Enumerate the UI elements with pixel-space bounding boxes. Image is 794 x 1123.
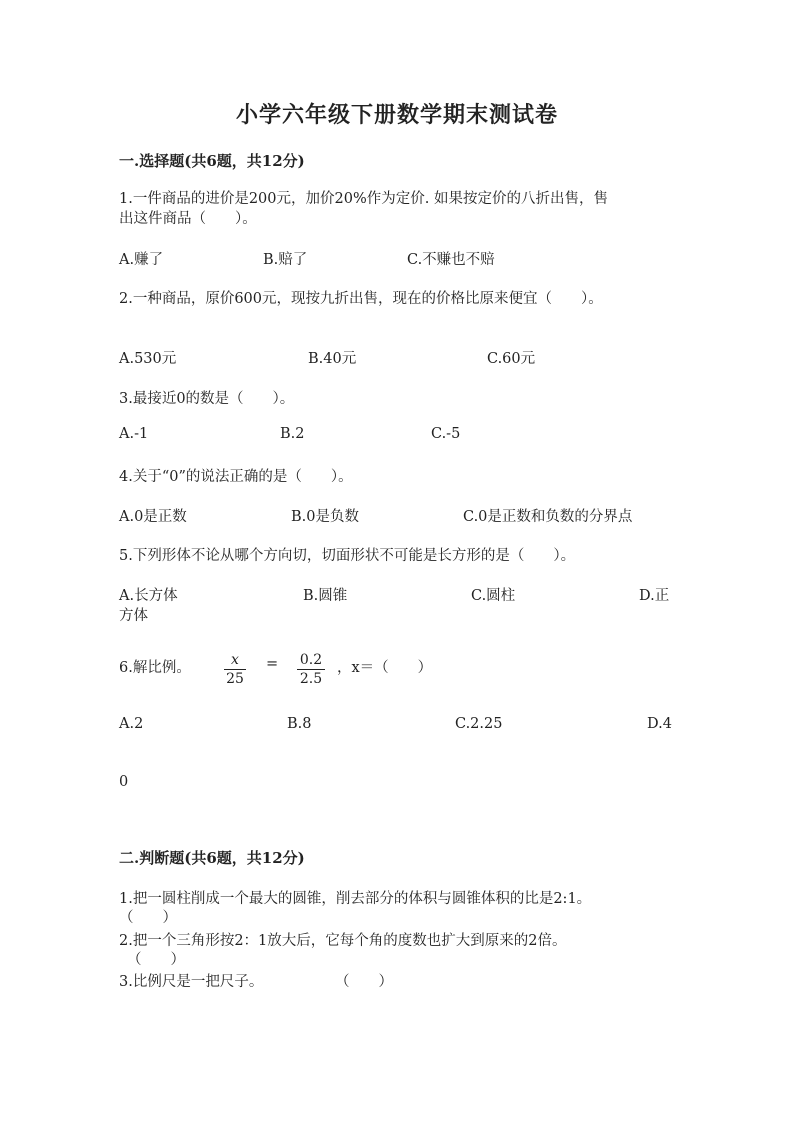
question-1-line-1: 1.一件商品的进价是200元，加价20%作为定价. 如果按定价的八折出售，售 [119, 191, 608, 207]
judgement-3-blank: （ ） [335, 974, 393, 990]
question-6-equals: = [266, 656, 279, 672]
question-6-option-d: D.4 [647, 716, 672, 732]
question-5-option-a: A.长方体 [119, 588, 178, 604]
judgement-2-text: 2.把一个三角形按2：1放大后，它每个角的度数也扩大到原来的2倍。 [119, 933, 567, 949]
fraction-right-numerator: 0.2 [297, 652, 325, 670]
page-title: 小学六年级下册数学期末测试卷 [235, 102, 558, 128]
question-2-option-c: C.60元 [487, 351, 536, 367]
question-1-option-b: B.赔了 [263, 252, 308, 268]
judgement-1-text: 1.把一圆柱削成一个最大的圆锥，削去部分的体积与圆锥体积的比是2:1。 [119, 891, 592, 907]
question-4-option-c: C.0是正数和负数的分界点 [463, 509, 633, 525]
question-6-suffix: ，x＝（ ） [337, 660, 433, 676]
section-heading-judgement: 二.判断题(共6题，共12分) [119, 849, 305, 867]
question-1-option-c: C.不赚也不赔 [407, 252, 495, 268]
question-1-line-2: 出这件商品（ ）。 [119, 211, 257, 227]
question-5-option-d-wrap: 方体 [119, 608, 148, 624]
question-4-option-b: B.0是负数 [291, 509, 359, 525]
fraction-left-numerator: x [224, 652, 246, 670]
question-5-option-c: C.圆柱 [471, 588, 516, 604]
judgement-2-blank: （ ） [127, 952, 185, 968]
question-4-line-1: 4.关于“0”的说法正确的是（ ）。 [119, 469, 353, 485]
fraction-right-denominator: 2.5 [299, 671, 323, 687]
question-5-option-b: B.圆锥 [303, 588, 348, 604]
fraction-x-over-25 [224, 652, 246, 687]
question-5-option-d: D.正 [639, 588, 670, 604]
question-6-option-a: A.2 [119, 716, 144, 732]
question-1-option-a: A.赚了 [119, 252, 164, 268]
question-6-stray-text: 0 [119, 774, 129, 790]
question-6-prefix: 6.解比例。 [119, 660, 191, 676]
judgement-3-text: 3.比例尺是一把尺子。 [119, 974, 264, 990]
question-3-option-b: B.2 [280, 426, 305, 442]
judgement-1-blank: （ ） [119, 910, 177, 926]
question-4-option-a: A.0是正数 [119, 509, 187, 525]
question-5-line-1: 5.下列形体不论从哪个方向切，切面形状不可能是长方形的是（ ）。 [119, 548, 576, 564]
question-2-line-1: 2.一种商品，原价600元，现按九折出售，现在的价格比原来便宜（ ）。 [119, 291, 603, 307]
question-6-option-c: C.2.25 [455, 716, 503, 732]
fraction-0.2-over-2.5 [297, 652, 325, 687]
question-3-option-c: C.-5 [431, 426, 461, 442]
question-2-option-a: A.530元 [119, 351, 177, 367]
fraction-left-denominator: 25 [226, 671, 244, 687]
question-2-option-b: B.40元 [308, 351, 357, 367]
section-heading-choice: 一.选择题(共6题，共12分) [119, 152, 305, 170]
question-3-option-a: A.-1 [119, 426, 149, 442]
question-6-option-b: B.8 [287, 716, 312, 732]
question-3-line-1: 3.最接近0的数是（ ）。 [119, 391, 295, 407]
